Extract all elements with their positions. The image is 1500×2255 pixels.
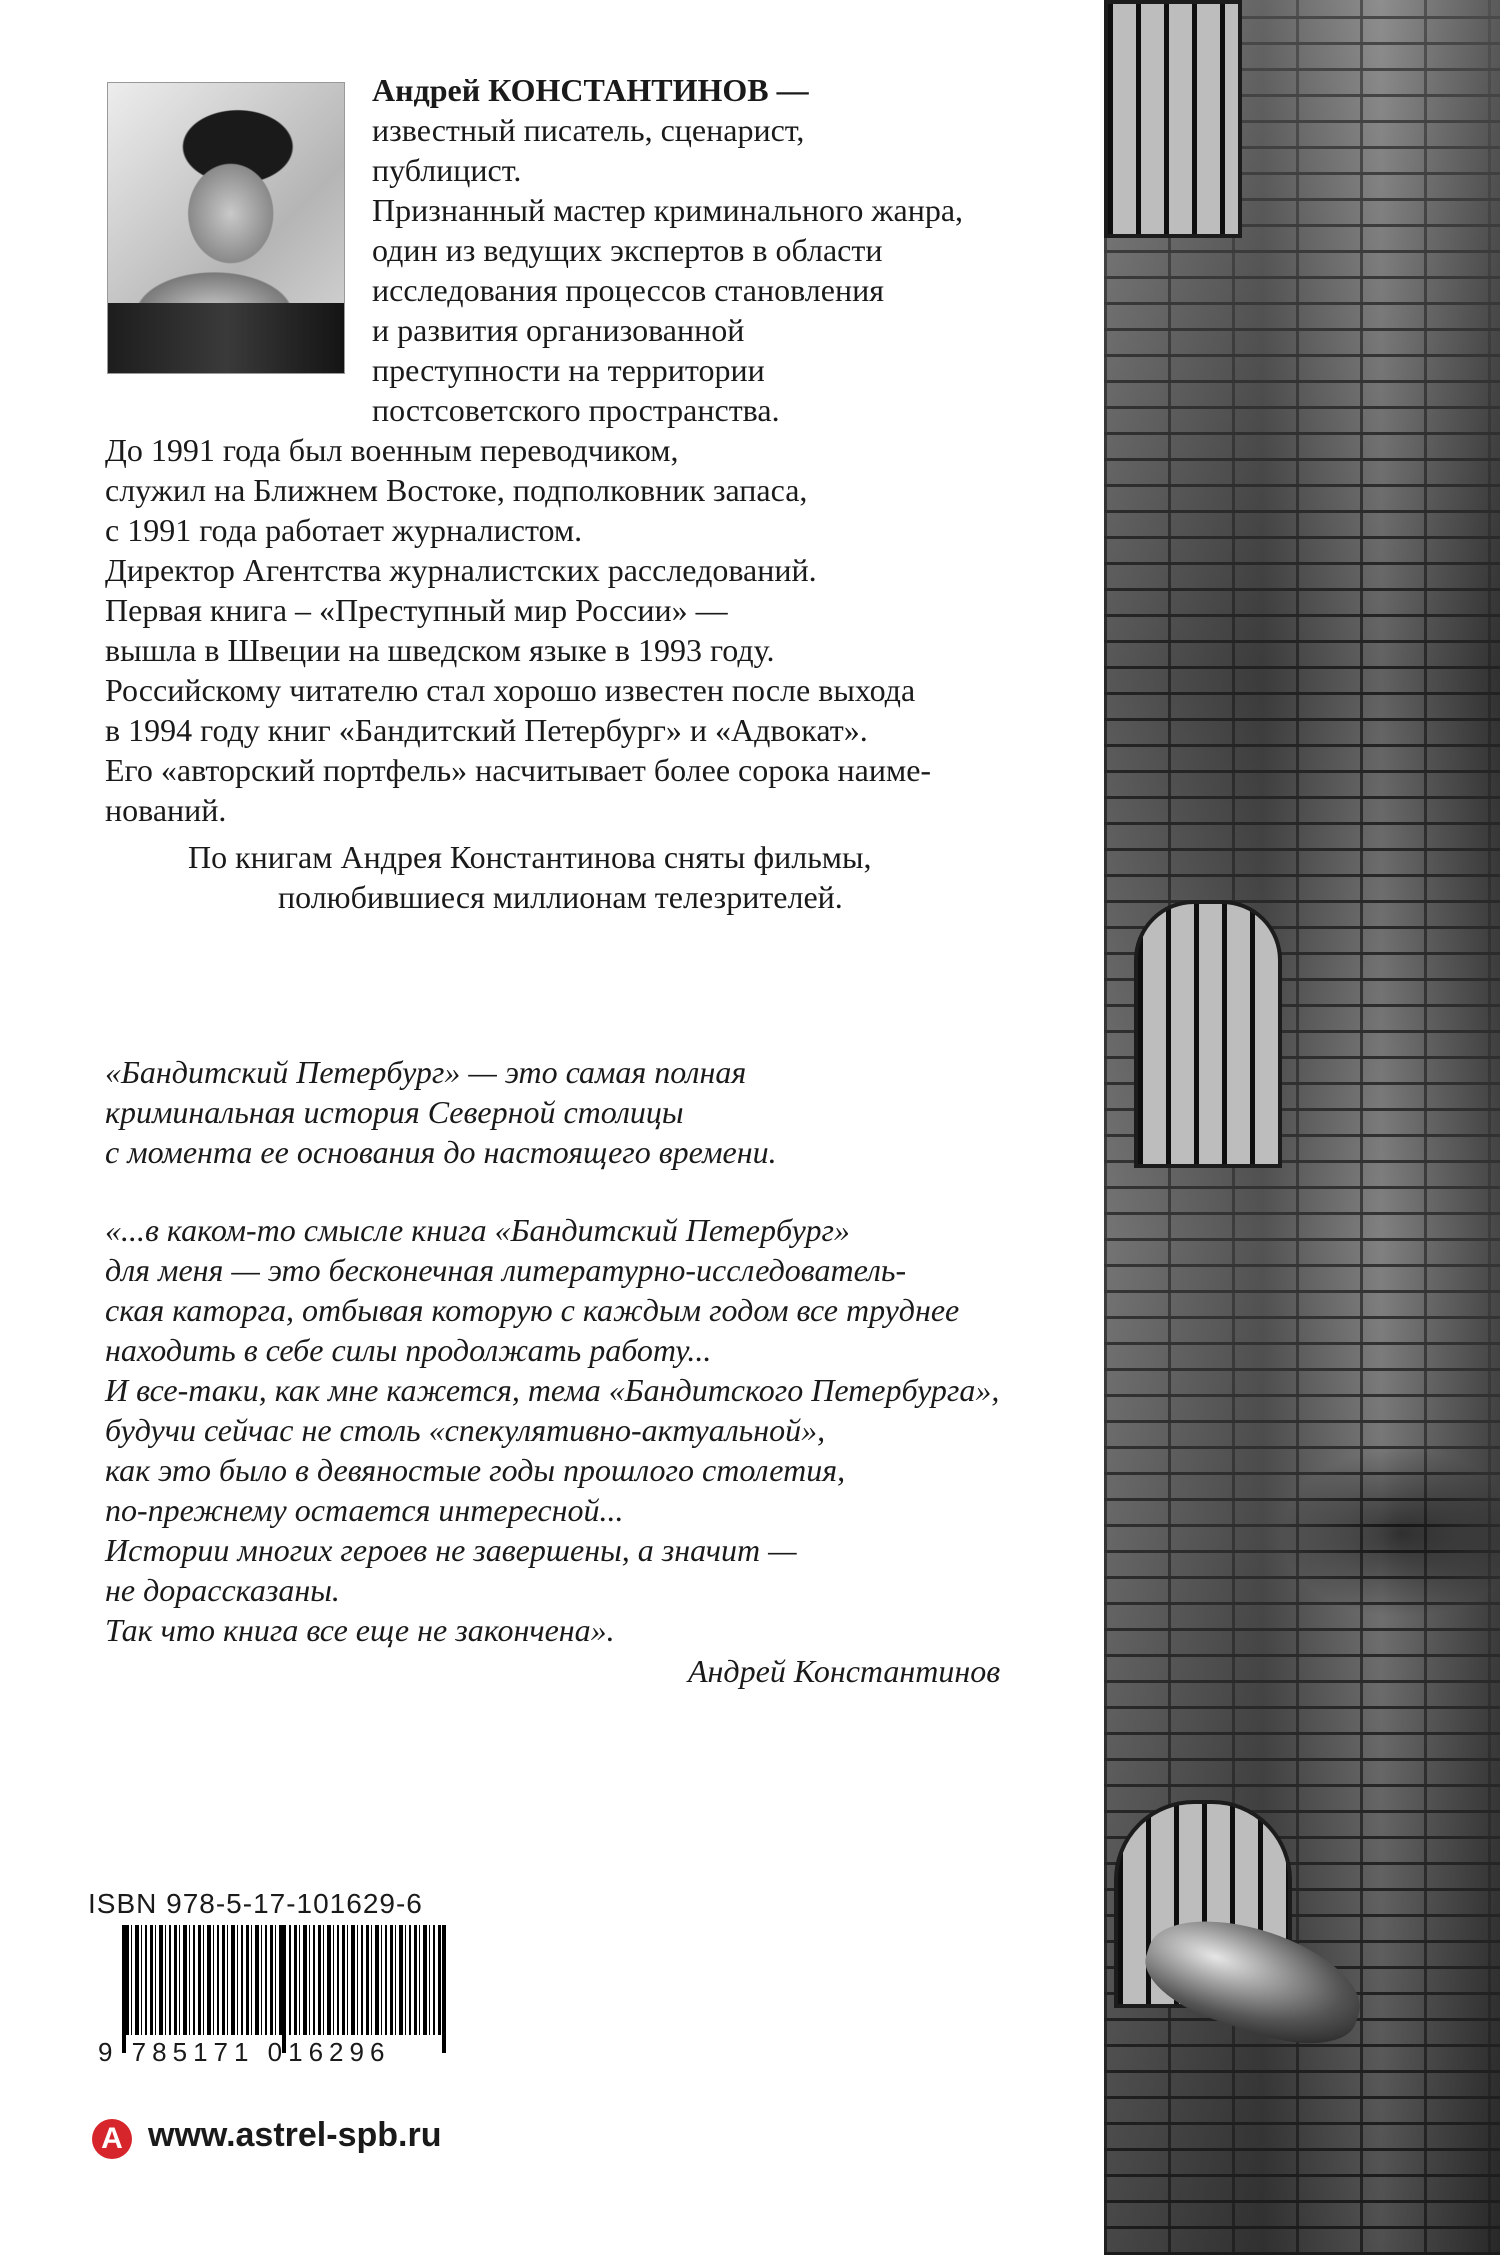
quote-line: И все-таки, как мне кажется, тема «Бандитского Петербурга», [105,1372,1000,1408]
quote-line: Истории многих героев не завершены, а значит — [105,1532,797,1568]
bio-line: Признанный мастер криминального жанра, [372,192,964,228]
bio-line: и развития организованной [372,312,745,348]
bio-line: Российскому читателю стал хорошо известен после выхода [105,672,916,708]
quote-line: находить в себе силы продолжать работу... [105,1332,712,1368]
bio-line: До 1991 года был военным переводчиком, [105,432,679,468]
bio-line: нований. [105,792,227,828]
quote-signature: Андрей Константинов [688,1653,1001,1689]
isbn-label: ISBN 978-5-17-101629-6 [88,1888,423,1919]
cover-photo-brick-wall [1104,0,1500,2255]
barred-window-middle [1134,900,1282,1168]
barred-window-top [1104,0,1242,238]
quote-line: по-прежнему остается интересной... [105,1492,624,1528]
bio-line: в 1994 году книг «Бандитский Петербург» и «Адвокат». [105,712,868,748]
bio-line: постсоветского пространства. [372,392,780,428]
quote-line: «...в каком-то смысле книга «Бандитский Петербург» [105,1212,850,1248]
quote-line: как это было в девяностые годы прошлого столетия, [105,1452,846,1488]
bio-line: с 1991 года работает журналистом. [105,512,583,548]
bio-line: полюбившиеся миллионам телезрителей. [278,879,843,915]
quote-line: Так что книга все еще не закончена». [105,1612,615,1648]
quote-line: для меня — это бесконечная литературно-исследователь- [105,1252,907,1288]
barcode-guard-right [442,1925,446,2053]
bio-line: вышла в Швеции на шведском языке в 1993 году. [105,632,775,668]
quote-line: ская каторга, отбывая которую с каждым годом все труднее [105,1292,960,1328]
quote-line: не дорассказаны. [105,1572,340,1608]
bio-line: Директор Агентства журналистских расследований. [105,552,817,588]
bio-line: исследования процессов становления [372,272,884,308]
author-first-name: Андрей [372,72,481,108]
author-portrait [107,82,345,374]
bio-line: Первая книга – «Преступный мир России» — [105,592,728,628]
bio-line: служил на Ближнем Востоке, подполковник запаса, [105,472,808,508]
publisher-website: www.astrel-spb.ru [148,2116,442,2154]
author-last-name: КОНСТАНТИНОВ — [488,72,809,108]
bio-line: известный писатель, сценарист, [372,112,805,148]
barcode-digits: 9 785171 016296 [98,2037,391,2067]
bio-line: публицист. [372,152,522,188]
bio-line: По книгам Андрея Константинова сняты фильмы, [188,839,872,875]
quote-line: криминальная история Северной столицы [105,1094,684,1130]
bio-line: один из ведущих экспертов в области [372,232,883,268]
quote-line: «Бандитский Петербург» — это самая полная [105,1054,747,1090]
author-name [372,70,809,110]
barcode-guard-center [282,1925,286,2053]
quote-line: будучи сейчас не столь «спекулятивно-актуальной», [105,1412,826,1448]
publisher-logo-icon: А [92,2119,132,2159]
quote-line: с момента ее основания до настоящего времени. [105,1134,777,1170]
bio-line: преступности на территории [372,352,765,388]
bio-line: Его «авторский портфель» насчитывает более сорока наиме- [105,752,932,788]
